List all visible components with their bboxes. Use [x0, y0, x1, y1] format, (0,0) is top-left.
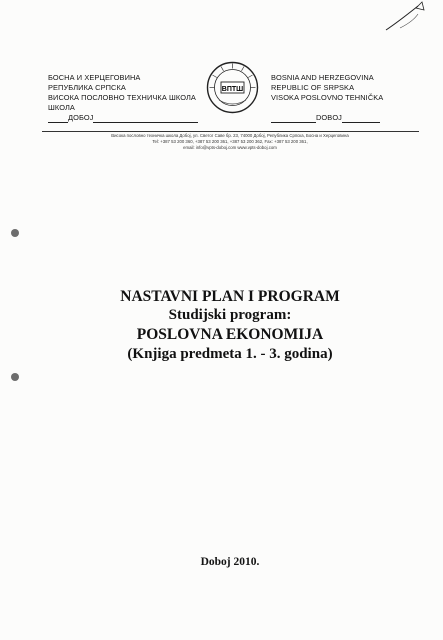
header-left-school-cont: ШКОЛА	[48, 103, 75, 112]
header-left-republic: РЕПУБЛИКА СРПСКА	[48, 83, 126, 92]
document-title	[40, 287, 420, 364]
title-line-program-label: Studijski program:	[168, 307, 292, 323]
header-left-cyrillic	[48, 73, 203, 123]
header-right-city-line	[271, 113, 421, 123]
header-right-city: DOBOJ	[316, 113, 342, 122]
header-left-country: БОСНА И ХЕРЦЕГОВИНА	[48, 73, 141, 82]
contact-address: Висока пословно техничка школа Добој, ул. Светог Саве бр. 23, 74000 Добој, Република Српска, Босна и Херцеговина	[111, 133, 349, 138]
signature-rule	[342, 114, 380, 123]
header-right-spacer	[271, 103, 421, 113]
header-right-country: BOSNIA AND HERZEGOVINA	[271, 73, 374, 82]
header-right-school: VISOKA POSLOVNO TEHNIČKA	[271, 93, 384, 102]
header-right-latin	[271, 73, 421, 123]
header-left-city: ДОБОЈ	[68, 113, 94, 122]
place-date: Doboj 2010.	[200, 556, 260, 568]
signature-rule	[48, 114, 68, 123]
contact-info	[40, 133, 420, 151]
punch-hole	[11, 373, 19, 381]
contact-phone: Tel: +387 53 200 360, +387 53 200 361, +387 53 200 362, Fax: +387 53 200 361,	[152, 139, 308, 144]
header-left-city-line	[48, 113, 203, 123]
punch-hole	[11, 229, 19, 237]
signature-rule	[271, 114, 316, 123]
logo-text: ВПТШ	[221, 85, 244, 93]
school-logo-seal-icon	[205, 60, 260, 115]
signature-rule	[93, 114, 198, 123]
header-left-school: ВИСОКА ПОСЛОВНО ТЕХНИЧКА ШКОЛА	[48, 93, 196, 102]
header-right-republic: REPUBLIC OF SRPSKA	[271, 83, 355, 92]
title-line-plan: NASTAVNI PLAN I PROGRAM	[120, 288, 340, 305]
title-line-book: (Knjiga predmeta 1. - 3. godina)	[127, 346, 333, 362]
title-line-program-name: POSLOVNA EKONOMIJA	[136, 326, 324, 343]
corner-handwritten-mark-icon	[378, 0, 443, 36]
contact-email: email: info@vpts-doboj.com www.vpts-doboj.com	[183, 145, 277, 150]
header-divider	[42, 131, 419, 132]
